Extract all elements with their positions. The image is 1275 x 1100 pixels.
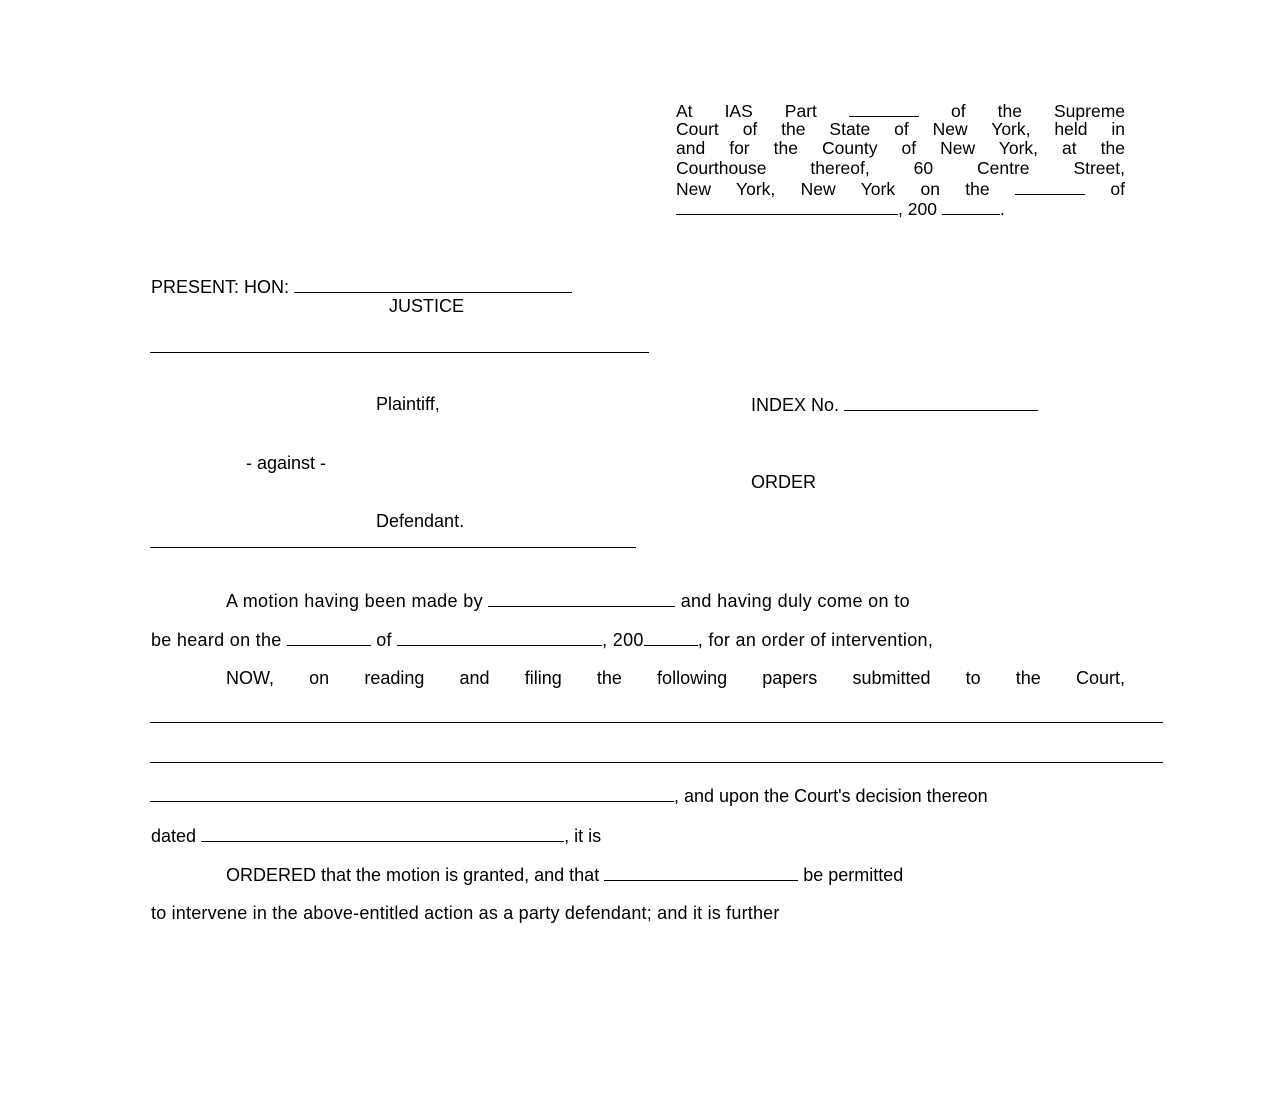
body-line-3: NOW, on reading and filing the following papers submitted to the Court, [226,668,1125,688]
body-line-5 [151,825,601,846]
body-line-4 [150,785,988,806]
document-type-title: ORDER [751,472,817,492]
decision-date-blank[interactable] [201,825,564,842]
motion-made-by-text: A motion having been made by [226,591,483,611]
caption-line-5 [676,178,1125,198]
be-permitted-text: be permitted [803,865,904,885]
index-label: INDEX No. [751,395,840,415]
ias-part-blank[interactable] [849,100,919,117]
caption-line-6 [676,198,1125,218]
present-line [151,276,572,297]
caption-bottom-rule [150,547,636,548]
ordered-text: ORDERED that the motion is granted, and that [226,865,600,885]
caption-line-1 [676,100,1125,120]
it-is-text: , it is [564,826,602,846]
caption-supreme-label: of the Supreme [951,101,1125,121]
papers-blank-line-1[interactable] [150,722,1163,723]
hearing-day-blank[interactable] [287,629,371,646]
caption-line-3: and for the County of New York, at the [676,138,1125,159]
dated-label: dated [151,826,197,846]
plaintiff-label: Plaintiff, [376,394,440,414]
caption-newyork-label: New York, New York on the [676,179,990,200]
body-line-6 [226,864,903,885]
caption-top-rule [150,352,649,353]
justice-label: JUSTICE [389,296,465,316]
index-number-blank[interactable] [844,394,1038,411]
body-line-2 [151,629,933,650]
hearing-month-blank[interactable] [397,629,602,646]
caption-year-blank[interactable] [942,198,1000,215]
body-line-7: to intervene in the above-entitled action as a party defendant; and it is further [151,903,780,923]
papers-blank-line-3[interactable] [150,785,674,802]
caption-month-blank[interactable] [676,198,898,215]
hearing-of-text: of [376,630,392,650]
duly-come-text: and having duly come on to [680,591,910,611]
heard-on-text: be heard on the [151,630,282,650]
caption-line-4: Courthouse thereof, 60 Centre Street, [676,157,1125,178]
defendant-label: Defendant. [376,511,465,531]
index-line [751,394,1038,415]
caption-ias-part-label: At IAS Part [676,101,817,121]
court-decision-text: , and upon the Court's decision thereon [674,786,988,806]
hearing-year-blank[interactable] [644,629,698,646]
present-label: PRESENT: HON: [151,277,290,297]
court-caption [676,100,1125,218]
justice-name-blank[interactable] [294,276,572,293]
caption-of-label: of [1110,179,1125,200]
movant-blank[interactable] [488,590,675,607]
hearing-year-text: , 200 [602,630,644,650]
order-of-intervention-text: , for an order of intervention, [697,630,934,650]
caption-period: . [999,198,1005,219]
intervenor-blank[interactable] [604,864,798,881]
against-label: - against - [246,453,327,473]
caption-day-blank[interactable] [1015,178,1085,195]
caption-year-label: , 200 [898,198,937,219]
papers-blank-line-2[interactable] [150,762,1163,763]
caption-line-2: Court of the State of New York, held in [676,118,1125,139]
body-line-1 [226,590,910,611]
